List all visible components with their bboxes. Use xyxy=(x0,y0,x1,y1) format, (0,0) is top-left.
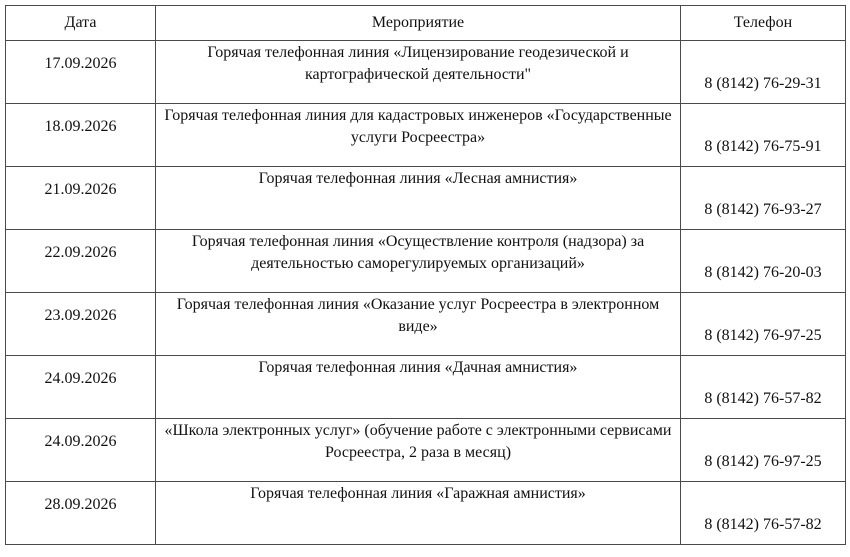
header-phone: Телефон xyxy=(681,6,846,41)
row-phone: 8 (8142) 76-29-31 xyxy=(681,41,846,104)
row-event: Горячая телефонная линия «Лесная амнистия» xyxy=(156,167,681,230)
table-row xyxy=(6,419,846,482)
table-row xyxy=(6,167,846,230)
row-date: 17.09.2026 xyxy=(6,41,156,104)
header-row xyxy=(6,6,846,41)
table-row xyxy=(6,482,846,545)
row-date: 28.09.2026 xyxy=(6,482,156,545)
row-event: Горячая телефонная линия для кадастровых инженеров «Государственные услуги Росреестра» xyxy=(156,104,681,167)
row-date: 21.09.2026 xyxy=(6,167,156,230)
row-event: Горячая телефонная линия «Дачная амнистия» xyxy=(156,356,681,419)
table-header xyxy=(6,6,846,41)
schedule-table xyxy=(5,5,846,545)
row-phone: 8 (8142) 76-20-03 xyxy=(681,230,846,293)
header-event: Мероприятие xyxy=(156,6,681,41)
row-date: 18.09.2026 xyxy=(6,104,156,167)
row-event: Горячая телефонная линия «Гаражная амнистия» xyxy=(156,482,681,545)
schedule-table-wrapper xyxy=(5,5,846,545)
table-row xyxy=(6,41,846,104)
table-row xyxy=(6,230,846,293)
row-phone: 8 (8142) 76-57-82 xyxy=(681,356,846,419)
table-row xyxy=(6,293,846,356)
row-event: Горячая телефонная линия «Осуществление контроля (надзора) за деятельностью саморегулируемых организаций» xyxy=(156,230,681,293)
table-row xyxy=(6,356,846,419)
row-event: «Школа электронных услуг» (обучение работе с электронными сервисами Росреестра, 2 раза в месяц) xyxy=(156,419,681,482)
row-phone: 8 (8142) 76-93-27 xyxy=(681,167,846,230)
row-event: Горячая телефонная линия «Лицензирование геодезической и картографической деятельности" xyxy=(156,41,681,104)
row-date: 24.09.2026 xyxy=(6,419,156,482)
row-date: 23.09.2026 xyxy=(6,293,156,356)
table-body xyxy=(6,41,846,545)
row-phone: 8 (8142) 76-75-91 xyxy=(681,104,846,167)
row-phone: 8 (8142) 76-97-25 xyxy=(681,293,846,356)
table-row xyxy=(6,104,846,167)
row-date: 22.09.2026 xyxy=(6,230,156,293)
row-phone: 8 (8142) 76-57-82 xyxy=(681,482,846,545)
row-date: 24.09.2026 xyxy=(6,356,156,419)
header-date: Дата xyxy=(6,6,156,41)
row-phone: 8 (8142) 76-97-25 xyxy=(681,419,846,482)
row-event: Горячая телефонная линия «Оказание услуг Росреестра в электронном виде» xyxy=(156,293,681,356)
